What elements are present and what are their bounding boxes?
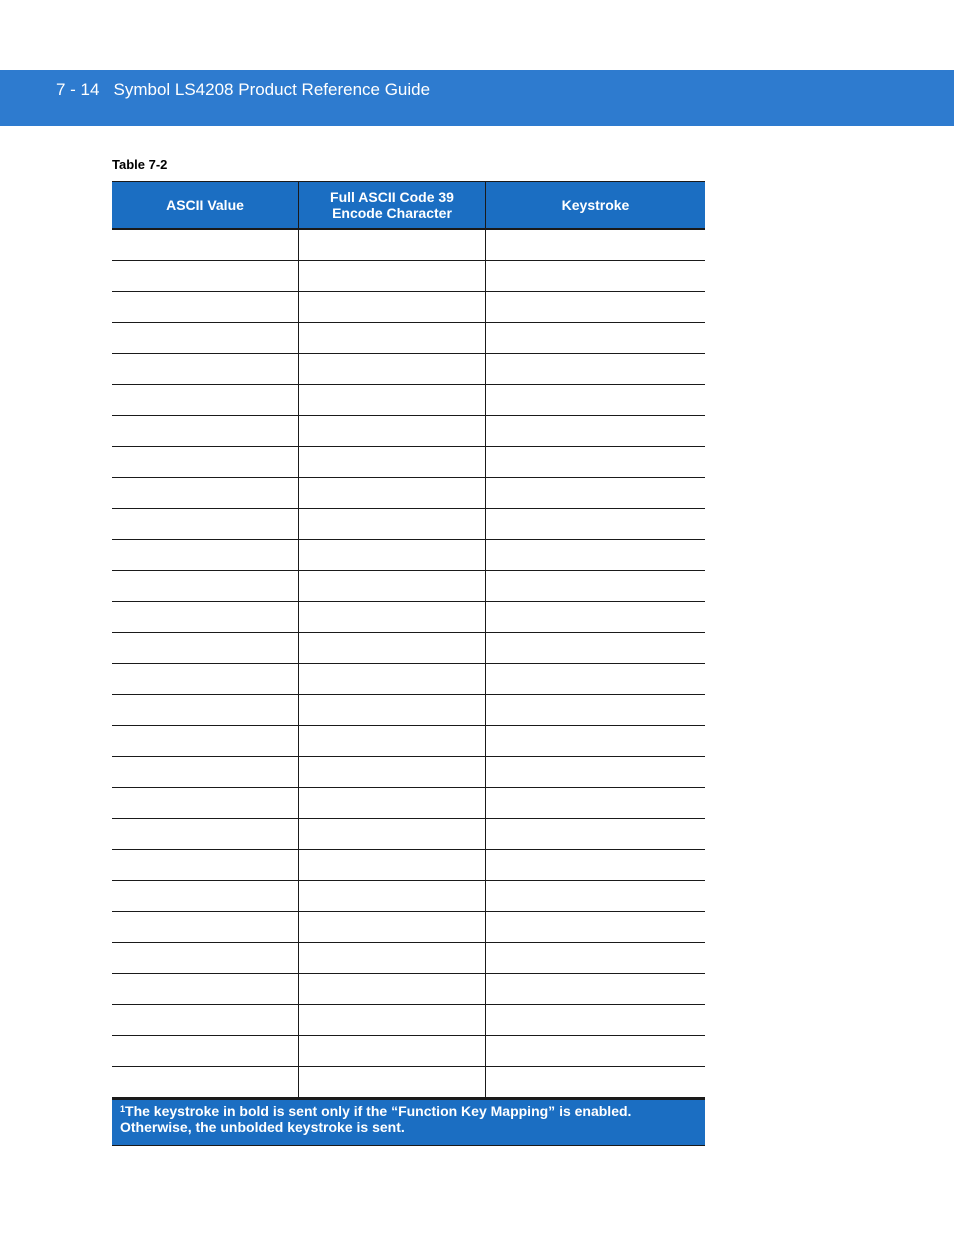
table-cell: [112, 1036, 299, 1066]
table-cell: [112, 881, 299, 911]
table-cell: [486, 416, 705, 446]
table-caption: Table 7-2: [112, 157, 168, 172]
table-row: [112, 788, 705, 819]
table-cell: [112, 1005, 299, 1035]
ascii-table: [112, 181, 705, 1146]
table-cell: [112, 633, 299, 663]
table-cell: [112, 757, 299, 787]
table-cell: [299, 726, 486, 756]
table-row: [112, 819, 705, 850]
table-cell: [112, 478, 299, 508]
table-cell: [112, 819, 299, 849]
table-cell: [486, 850, 705, 880]
table-cell: [299, 447, 486, 477]
table-cell: [299, 478, 486, 508]
table-cell: [299, 292, 486, 322]
table-cell: [486, 974, 705, 1004]
table-cell: [112, 230, 299, 260]
table-row: [112, 447, 705, 478]
table-cell: [299, 757, 486, 787]
table-cell: [112, 850, 299, 880]
table-row: [112, 292, 705, 323]
table-cell: [112, 509, 299, 539]
table-cell: [486, 726, 705, 756]
table-cell: [112, 571, 299, 601]
table-cell: [486, 664, 705, 694]
table-cell: [486, 602, 705, 632]
running-header: [56, 79, 430, 101]
table-row: [112, 602, 705, 633]
table-cell: [112, 943, 299, 973]
table-row: [112, 509, 705, 540]
table-row: [112, 1067, 705, 1098]
table-cell: [299, 881, 486, 911]
table-cell: [299, 230, 486, 260]
table-cell: [486, 478, 705, 508]
table-cell: [299, 1005, 486, 1035]
footnote-text-line2: Otherwise, the unbolded keystroke is sent.: [120, 1119, 405, 1135]
table-row: [112, 540, 705, 571]
table-cell: [299, 602, 486, 632]
column-header-code39-character: [299, 182, 486, 228]
table-cell: [299, 354, 486, 384]
table-row: [112, 323, 705, 354]
table-cell: [486, 819, 705, 849]
table-row: [112, 571, 705, 602]
table-cell: [486, 757, 705, 787]
table-cell: [299, 695, 486, 725]
table-row: [112, 1005, 705, 1036]
table-cell: [299, 788, 486, 818]
table-cell: [486, 292, 705, 322]
footnote-marker: 1: [120, 1104, 126, 1114]
page-number: 7 - 14: [56, 80, 100, 99]
table-cell: [112, 416, 299, 446]
footnote-text-line1: The keystroke in bold is sent only if the “Function Key Mapping” is enabled.: [125, 1103, 632, 1119]
table-cell: [486, 788, 705, 818]
table-cell: [486, 571, 705, 601]
table-row: [112, 726, 705, 757]
table-cell: [299, 540, 486, 570]
table-cell: [112, 726, 299, 756]
table-cell: [299, 385, 486, 415]
table-cell: [112, 354, 299, 384]
table-row: [112, 664, 705, 695]
table-cell: [112, 323, 299, 353]
table-row: [112, 385, 705, 416]
table-row: [112, 478, 705, 509]
table-cell: [112, 385, 299, 415]
table-cell: [112, 1067, 299, 1097]
table-cell: [299, 943, 486, 973]
table-cell: [299, 509, 486, 539]
table-cell: [486, 385, 705, 415]
table-cell: [299, 819, 486, 849]
table-cell: [112, 540, 299, 570]
table-cell: [486, 540, 705, 570]
table-cell: [112, 261, 299, 291]
table-cell: [486, 695, 705, 725]
table-row: [112, 943, 705, 974]
table-cell: [112, 602, 299, 632]
table-cell: [486, 323, 705, 353]
table-header-row: [112, 181, 705, 230]
column-header-line: Full ASCII Code 39: [330, 189, 454, 205]
table-cell: [299, 571, 486, 601]
table-footnote: [112, 1098, 705, 1146]
table-cell: [299, 1067, 486, 1097]
table-body: [112, 230, 705, 1098]
table-cell: [299, 912, 486, 942]
column-header-keystroke: Keystroke: [561, 197, 630, 213]
table-cell: [486, 261, 705, 291]
table-row: [112, 881, 705, 912]
table-cell: [486, 1036, 705, 1066]
table-cell: [486, 943, 705, 973]
table-cell: [112, 292, 299, 322]
table-row: [112, 230, 705, 261]
table-cell: [299, 1036, 486, 1066]
table-row: [112, 633, 705, 664]
column-header-ascii-value: ASCII Value: [112, 182, 299, 228]
table-row: [112, 416, 705, 447]
table-cell: [112, 447, 299, 477]
table-cell: [299, 261, 486, 291]
table-cell: [486, 230, 705, 260]
table-cell: [486, 447, 705, 477]
table-cell: [299, 633, 486, 663]
table-row: [112, 1036, 705, 1067]
table-row: [112, 974, 705, 1005]
table-cell: [486, 912, 705, 942]
column-header-line: Encode Character: [332, 205, 452, 221]
table-row: [112, 850, 705, 881]
table-cell: [486, 633, 705, 663]
table-cell: [299, 850, 486, 880]
guide-title: Symbol LS4208 Product Reference Guide: [113, 80, 431, 99]
table-cell: [299, 323, 486, 353]
table-cell: [486, 1067, 705, 1097]
table-cell: [112, 695, 299, 725]
table-cell: [112, 974, 299, 1004]
table-cell: [299, 664, 486, 694]
table-cell: [112, 912, 299, 942]
table-cell: [112, 664, 299, 694]
table-cell: [299, 416, 486, 446]
table-row: [112, 261, 705, 292]
table-row: [112, 695, 705, 726]
table-cell: [112, 788, 299, 818]
table-cell: [486, 881, 705, 911]
table-row: [112, 912, 705, 943]
table-cell: [299, 974, 486, 1004]
table-cell: [486, 354, 705, 384]
table-cell: [486, 1005, 705, 1035]
table-row: [112, 354, 705, 385]
table-cell: [486, 509, 705, 539]
table-row: [112, 757, 705, 788]
